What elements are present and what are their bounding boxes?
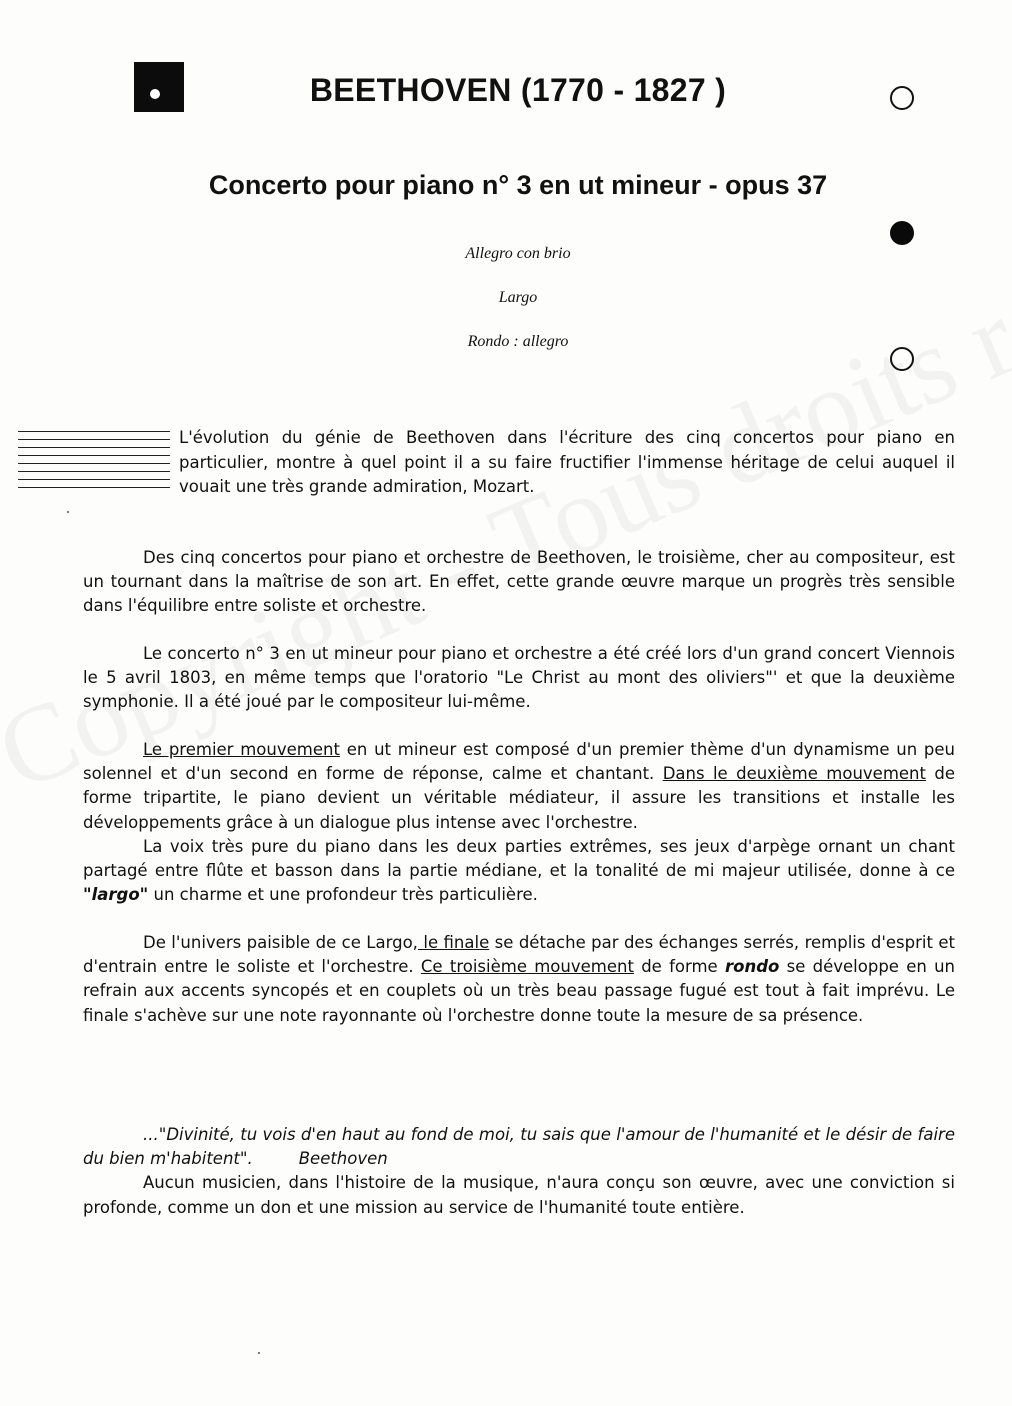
paragraph-1-text: Des cinq concertos pour piano et orchestre de Beethoven, le troisième, cher au compositeur, est un tournant dans la maîtrise de son art. En effet, cette grande œuvre marque un progrès très sensible dans l'équilibre entre soliste et orchestre. — [83, 548, 955, 616]
rule-line — [18, 455, 170, 456]
rule-line — [18, 463, 170, 464]
speck — [258, 1352, 260, 1354]
paragraph-3 — [83, 738, 955, 907]
quote-line — [83, 1123, 955, 1171]
paragraph-1 — [83, 546, 955, 619]
movement-3: Rondo : allegro — [467, 333, 569, 350]
rule-line — [18, 431, 170, 432]
rule-line — [18, 487, 170, 488]
rule-line — [18, 479, 170, 480]
rule-line — [18, 447, 170, 448]
third-movement-heading: Ce troisième mouvement — [420, 957, 634, 977]
binder-hole-middle — [890, 221, 914, 245]
paragraph-2 — [83, 642, 955, 715]
paragraph-5-part: se développe en un refrain aux accents syncopés et en couplets où un très beau passage fugué est tout à fait imprévu. Le finale s'achève sur une note rayonnante où l'orchestre donne toute la mesure de sa présence. — [83, 957, 956, 1025]
paragraph-3-part: en ut mineur est composé d'un premier thème d'un dynamisme un peu solennel et d'un second en forme de réponse, calme et chantant. — [83, 740, 956, 784]
decorative-rules — [18, 431, 170, 495]
paragraph-5-part: de forme — [633, 957, 725, 977]
paragraph-3-part: de forme tripartite, le piano devient un véritable médiateur, il assure les transitions et installe les développements grâce à un dialogue plus intense avec l'orchestre. — [83, 764, 956, 832]
paragraph-5-part: De l'univers paisible de ce Largo, — [143, 933, 418, 952]
largo-emphasis: "largo" — [83, 885, 149, 905]
paragraph-4-part: La voix très pure du piano dans les deux parties extrêmes, ses jeux d'arpège ornant un chant partagé entre flûte et basson dans la partie médiane, et la tonalité de mi majeur utilisée, donne à ce — [83, 836, 955, 881]
paragraph-5-part: se détache par des échanges serrés, remplis d'esprit et d'entrain entre le soliste et l'orchestre. — [83, 933, 955, 977]
paragraph-4-text — [83, 835, 955, 908]
speck — [67, 511, 69, 513]
rule-line — [18, 471, 170, 472]
second-movement-heading: Dans le deuxième mouvement — [662, 764, 926, 784]
rondo-emphasis: rondo — [724, 957, 780, 977]
movement-2: Largo — [498, 289, 538, 306]
copyright-watermark — [0, 270, 1012, 817]
paragraph-2-text: Le concerto n° 3 en ut mineur pour piano et orchestre a été créé lors d'un grand concert Viennois le 5 avril 1803, en même temps que l'oratorio "Le Christ au mont des oliviers"' et que la deuxième symphonie. Il a été joué par le compositeur lui-même. — [83, 644, 955, 712]
beethoven-quote: ..."Divinité, tu vois d'en haut au fond de moi, tu sais que l'amour de l'humanité et le désir de faire du bien m'habitent". — [83, 1125, 955, 1169]
page-title: BEETHOVEN (1770 - 1827 ) — [309, 72, 727, 108]
quote-author: Beethoven — [298, 1149, 388, 1169]
paragraph-5-text — [83, 931, 955, 1028]
page-subtitle: Concerto pour piano n° 3 en ut mineur - opus 37 — [208, 170, 828, 200]
rule-line — [18, 439, 170, 440]
finale-heading: le finale — [417, 933, 490, 952]
paragraph-5 — [83, 931, 955, 1028]
paragraph-4-part: un charme et une profondeur très particulière. — [148, 885, 538, 905]
first-movement-heading: Le premier mouvement — [143, 740, 340, 759]
intro-paragraph: L'évolution du génie de Beethoven dans l'écriture des cinq concertos pour piano en particulier, montre à quel point il a su faire fructifier l'immense héritage de celui auquel il vouait une très grande admiration, Mozart. — [179, 428, 955, 496]
movement-1: Allegro con brio — [465, 245, 571, 262]
closing-section — [83, 1123, 955, 1220]
paragraph-3-text — [83, 738, 955, 835]
closing-paragraph: Aucun musicien, dans l'histoire de la musique, n'aura conçu son œuvre, avec une conviction si profonde, comme un don et une mission au service de l'humanité toute entière. — [83, 1173, 955, 1217]
